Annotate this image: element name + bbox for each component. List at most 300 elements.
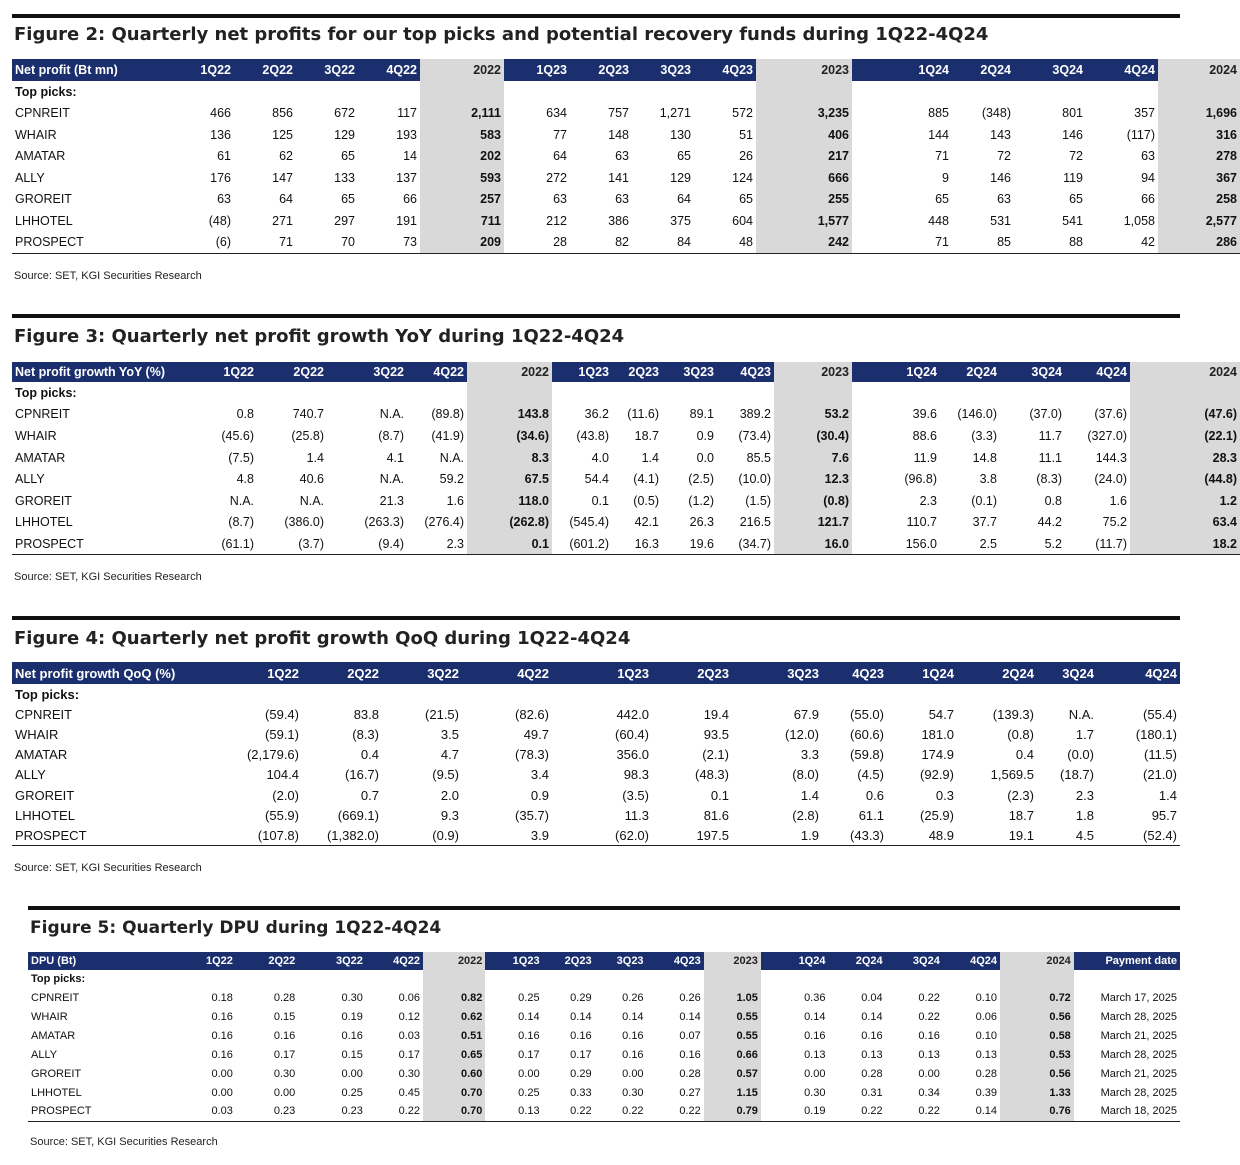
empty-cell: [887, 684, 957, 704]
column-header: 1Q23: [536, 63, 567, 77]
column-header: 2024: [1130, 362, 1240, 382]
value-cell: (1,382.0): [302, 825, 382, 845]
value-cell: 286: [1158, 232, 1240, 254]
value-cell: 14.8: [972, 450, 997, 465]
value-cell: 75.2: [1102, 515, 1127, 530]
value-cell: 0.17: [398, 1049, 421, 1061]
value-cell: 212: [546, 213, 567, 228]
value-cell: 0.13: [485, 1102, 542, 1121]
payment-date-cell: March 28, 2025: [1100, 1011, 1177, 1024]
payment-date-cell: March 18, 2025: [1074, 1102, 1180, 1121]
value-cell: 0.16: [211, 1030, 233, 1043]
column-header: 3Q23: [616, 955, 644, 967]
value-cell: 0.12: [398, 1011, 421, 1024]
value-cell: 42: [1086, 232, 1158, 254]
value-cell: 14: [403, 149, 417, 164]
ticker-cell: CPNREIT: [31, 992, 80, 1005]
value-cell: 1.4: [306, 450, 324, 465]
column-header: 1Q23: [512, 955, 540, 967]
value-cell: 0.00: [211, 1086, 233, 1099]
column-header: 2Q23: [564, 955, 592, 967]
value-cell: 357: [1134, 106, 1155, 121]
empty-cell: [302, 684, 382, 704]
value-cell: 143: [990, 127, 1011, 142]
value-cell: (11.7): [1065, 533, 1130, 555]
empty-cell: [420, 81, 504, 103]
value-cell: 0.17: [570, 1049, 592, 1061]
value-cell: (386.0): [284, 515, 324, 530]
value-cell: 72: [997, 149, 1011, 164]
value-cell: (8.3): [352, 726, 379, 742]
value-cell: 28.3: [1130, 447, 1240, 469]
value-cell: 193: [396, 127, 417, 142]
value-cell: 0.16: [861, 1030, 883, 1043]
value-cell: (0.1): [971, 493, 997, 508]
value-cell: 66: [403, 192, 417, 207]
value-cell: (60.4): [615, 726, 649, 742]
column-header: 3Q23: [683, 365, 714, 379]
value-cell: 0.10: [975, 992, 997, 1005]
value-cell: 0.30: [804, 1086, 826, 1099]
empty-cell: [1130, 382, 1240, 404]
empty-cell: [366, 970, 423, 989]
value-cell: (0.8): [1007, 726, 1034, 742]
empty-cell: [822, 684, 887, 704]
column-header: 4Q23: [673, 955, 701, 967]
value-cell: 1,696: [1158, 103, 1240, 125]
value-cell: (52.4): [1097, 825, 1180, 845]
value-cell: (21.0): [1143, 767, 1177, 783]
header-row: [28, 952, 1180, 970]
empty-cell: [236, 970, 298, 989]
value-cell: 65: [935, 192, 949, 207]
empty-cell: [662, 382, 717, 404]
value-cell: (669.1): [337, 807, 379, 823]
value-cell: 77: [553, 127, 567, 142]
value-cell: 217: [756, 146, 852, 168]
empty-cell: [761, 970, 829, 989]
figure-title: Figure 3: Quarterly net profit growth YoY during 1Q22-4Q24: [14, 326, 625, 347]
value-cell: 1,569.5: [990, 767, 1034, 783]
empty-cell: [543, 970, 595, 989]
column-header: 2023: [704, 952, 761, 970]
ticker-cell: GROREIT: [15, 192, 72, 207]
value-cell: 64: [279, 192, 293, 207]
value-cell: 3.5: [440, 726, 459, 742]
column-header: 2Q23: [697, 665, 729, 681]
empty-cell: [704, 970, 761, 989]
value-cell: 0.14: [518, 1011, 540, 1024]
table-row: [12, 124, 1240, 146]
value-cell: 85.5: [746, 450, 771, 465]
value-cell: 0.56: [1000, 1008, 1074, 1027]
table-row: [12, 232, 1240, 254]
value-cell: 18.7: [634, 428, 659, 443]
value-cell: 0.36: [804, 992, 826, 1005]
value-cell: (22.1): [1130, 425, 1240, 447]
value-cell: 0.22: [647, 1102, 704, 1121]
value-cell: (25.9): [920, 807, 954, 823]
value-cell: (8.7): [228, 515, 254, 530]
empty-cell: [296, 81, 358, 103]
value-cell: 118.0: [467, 490, 552, 512]
figure-title: Figure 5: Quarterly DPU during 1Q22-4Q24: [30, 918, 442, 938]
value-cell: 94: [1141, 170, 1155, 185]
value-cell: (34.6): [467, 425, 552, 447]
value-cell: 176: [210, 170, 231, 185]
value-cell: 0.0: [696, 450, 714, 465]
value-cell: (45.6): [221, 428, 254, 443]
value-cell: 0.28: [975, 1067, 997, 1080]
empty-cell: [652, 684, 732, 704]
table-row: [12, 490, 1240, 512]
value-cell: 0.25: [518, 1086, 540, 1099]
column-header: 2Q22: [347, 665, 379, 681]
ticker-cell: WHAIR: [15, 428, 57, 443]
value-cell: 375: [670, 213, 691, 228]
value-cell: (1.5): [745, 493, 771, 508]
value-cell: (2.0): [272, 787, 299, 803]
value-cell: 89.1: [689, 407, 714, 422]
value-cell: 0.65: [423, 1046, 485, 1065]
value-cell: (263.3): [364, 515, 404, 530]
value-cell: (2.3): [1007, 787, 1034, 803]
value-cell: 0.39: [975, 1086, 997, 1099]
empty-cell: [570, 81, 632, 103]
table-row: [12, 765, 1180, 785]
value-cell: 634: [546, 106, 567, 121]
value-cell: 117: [397, 106, 417, 121]
ticker-cell: ALLY: [31, 1049, 58, 1061]
table-row: [12, 533, 1240, 555]
ticker-cell: LHHOTEL: [15, 807, 75, 823]
empty-cell: [1000, 382, 1065, 404]
value-cell: 63: [553, 192, 567, 207]
value-cell: (8.7): [378, 428, 404, 443]
value-cell: 65: [739, 192, 753, 207]
value-cell: 0.14: [679, 1011, 701, 1024]
figure-2: [12, 14, 1237, 294]
value-cell: 0.26: [622, 992, 644, 1005]
section-row: [28, 970, 1180, 989]
header-row: [12, 662, 1180, 684]
value-cell: 604: [732, 213, 753, 228]
value-cell: 48: [694, 232, 756, 254]
value-cell: 1.6: [1109, 493, 1127, 508]
value-cell: 19.6: [662, 533, 717, 555]
value-cell: 51: [739, 127, 753, 142]
value-cell: 83.8: [353, 706, 379, 722]
value-cell: 54.4: [584, 472, 609, 487]
value-cell: 0.4: [360, 747, 379, 763]
column-header: 3Q22: [427, 665, 459, 681]
value-cell: 711: [420, 210, 504, 232]
column-header: 2024: [1158, 59, 1240, 81]
column-header: Payment date: [1105, 955, 1177, 967]
column-header: 3Q23: [660, 63, 691, 77]
value-cell: 66: [1141, 192, 1155, 207]
value-cell: 0.53: [1000, 1046, 1074, 1065]
value-cell: 11.3: [624, 807, 649, 823]
value-cell: 0.6: [865, 787, 884, 803]
row-header-label: Net profit (Bt mn): [15, 63, 118, 77]
ticker-cell: GROREIT: [15, 493, 72, 508]
value-cell: 42.1: [634, 515, 659, 530]
value-cell: (4.5): [857, 767, 884, 783]
value-cell: (16.7): [345, 767, 379, 783]
value-cell: 666: [756, 167, 852, 189]
value-cell: 0.13: [975, 1049, 997, 1061]
value-cell: 61.1: [858, 807, 884, 823]
value-cell: N.A.: [379, 472, 404, 487]
value-cell: 0.30: [341, 992, 363, 1005]
value-cell: 65: [1069, 192, 1083, 207]
value-cell: 9: [942, 170, 949, 185]
ticker-cell: ALLY: [15, 767, 46, 783]
value-cell: 88.6: [912, 428, 937, 443]
source-note: Source: SET, KGI Securities Research: [30, 1136, 218, 1148]
value-cell: 216.5: [739, 515, 771, 530]
value-cell: 129: [670, 170, 691, 185]
section-label: Top picks:: [15, 686, 80, 702]
column-header: 4Q22: [386, 63, 417, 77]
empty-cell: [852, 81, 952, 103]
ticker-cell: LHHOTEL: [31, 1086, 82, 1099]
value-cell: (60.6): [850, 726, 884, 742]
value-cell: 3.8: [979, 472, 997, 487]
value-cell: 148: [608, 127, 629, 142]
column-header: 2022: [420, 59, 504, 81]
value-cell: 18.7: [1008, 807, 1034, 823]
value-cell: 0.7: [360, 787, 379, 803]
column-header: 2024: [1000, 952, 1074, 970]
empty-cell: [1097, 684, 1180, 704]
ticker-cell: WHAIR: [15, 127, 57, 142]
value-cell: (0.9): [382, 825, 462, 845]
empty-cell: [423, 970, 485, 989]
value-cell: 209: [420, 232, 504, 254]
value-cell: (48.3): [695, 767, 729, 783]
value-cell: 367: [1158, 167, 1240, 189]
ticker-cell: ALLY: [15, 472, 45, 487]
empty-cell: [257, 382, 327, 404]
figure-title: Figure 4: Quarterly net profit growth QoQ during 1Q22-4Q24: [14, 628, 631, 649]
value-cell: 143.8: [467, 404, 552, 426]
value-cell: 88: [1014, 232, 1086, 254]
column-header: 1Q22: [267, 665, 299, 681]
source-note: Source: SET, KGI Securities Research: [14, 270, 202, 282]
empty-cell: [1065, 382, 1130, 404]
value-cell: 593: [420, 167, 504, 189]
value-cell: 0.29: [570, 1067, 592, 1080]
row-header-label: Net profit growth QoQ (%): [15, 665, 176, 681]
column-header: 2023: [774, 362, 852, 382]
value-cell: 0.16: [273, 1030, 296, 1043]
value-cell: 0.16: [570, 1030, 592, 1043]
column-header: 1Q22: [200, 63, 231, 77]
value-cell: 0.14: [943, 1102, 1000, 1121]
value-cell: 16.3: [612, 533, 662, 555]
value-cell: 18.2: [1130, 533, 1240, 555]
value-cell: 125: [272, 127, 293, 142]
header-row: [12, 59, 1240, 81]
ticker-cell: LHHOTEL: [15, 213, 73, 228]
empty-cell: [886, 970, 943, 989]
value-cell: (2.5): [688, 472, 714, 487]
value-cell: 2,577: [1158, 210, 1240, 232]
payment-date-cell: March 21, 2025: [1100, 1030, 1177, 1043]
value-cell: (43.8): [576, 428, 609, 443]
value-cell: 757: [608, 106, 629, 121]
ticker-cell: LHHOTEL: [15, 515, 73, 530]
value-cell: 65: [341, 149, 355, 164]
value-cell: (4.1): [633, 472, 659, 487]
ticker-cell: ALLY: [15, 170, 45, 185]
value-cell: 1.7: [1075, 726, 1094, 742]
table-row: [28, 1027, 1180, 1046]
empty-cell: [552, 684, 652, 704]
value-cell: 0.17: [273, 1049, 296, 1061]
column-header: 2Q23: [598, 63, 629, 77]
value-cell: 0.34: [918, 1086, 940, 1099]
value-cell: (73.4): [738, 428, 771, 443]
ticker-cell: PROSPECT: [28, 1102, 174, 1121]
ticker-cell: WHAIR: [31, 1011, 68, 1024]
value-cell: (276.4): [424, 515, 464, 530]
column-header: 1Q23: [578, 365, 609, 379]
value-cell: (348): [981, 106, 1011, 121]
column-header: 4Q22: [517, 665, 549, 681]
value-cell: 242: [756, 232, 852, 254]
column-header: 2Q24: [966, 365, 997, 379]
column-header: 2Q24: [1002, 665, 1034, 681]
payment-date-cell: March 28, 2025: [1100, 1086, 1177, 1099]
empty-cell: [957, 684, 1037, 704]
figure-3: [12, 314, 1237, 594]
value-cell: 0.16: [622, 1030, 644, 1043]
value-cell: 0.17: [518, 1049, 540, 1061]
value-cell: 356.0: [616, 747, 649, 763]
column-header: 2Q22: [268, 955, 296, 967]
value-cell: 49.7: [523, 726, 549, 742]
figure-divider: [12, 14, 1180, 18]
value-cell: 4.0: [591, 450, 609, 465]
value-cell: N.A.: [299, 493, 324, 508]
table-row: [12, 512, 1240, 534]
value-cell: 0.3: [935, 787, 954, 803]
value-cell: 1.6: [446, 493, 464, 508]
value-cell: 386: [608, 213, 629, 228]
value-cell: (55.4): [1143, 706, 1177, 722]
value-cell: (59.4): [265, 706, 299, 722]
empty-cell: [358, 81, 420, 103]
figure-title: Figure 2: Quarterly net profits for our top picks and potential recovery funds during 1Q22-4Q24: [14, 24, 989, 45]
value-cell: (34.7): [717, 533, 774, 555]
value-cell: 0.13: [861, 1049, 883, 1061]
net-profit-table: [12, 59, 1240, 254]
value-cell: 202: [420, 146, 504, 168]
value-cell: (9.4): [327, 533, 407, 555]
value-cell: 0.28: [861, 1067, 883, 1080]
table-row: [28, 1008, 1180, 1027]
column-header: 3Q24: [1031, 365, 1062, 379]
value-cell: 0.8: [1044, 493, 1062, 508]
value-cell: 0.16: [211, 1049, 233, 1061]
value-cell: (35.7): [515, 807, 549, 823]
value-cell: 885: [928, 106, 949, 121]
value-cell: 1.8: [1075, 807, 1094, 823]
column-header: 1Q24: [798, 955, 826, 967]
value-cell: (18.7): [1060, 767, 1094, 783]
value-cell: (139.3): [992, 706, 1034, 722]
value-cell: 4.1: [386, 450, 404, 465]
value-cell: 0.25: [518, 992, 540, 1005]
column-header: 1Q24: [918, 63, 949, 77]
value-cell: 0.15: [273, 1011, 296, 1024]
section-label: Top picks:: [15, 385, 77, 400]
value-cell: (8.3): [1036, 472, 1062, 487]
value-cell: 65: [677, 149, 691, 164]
value-cell: 81.6: [703, 807, 729, 823]
column-header: 4Q23: [740, 365, 771, 379]
value-cell: 0.14: [861, 1011, 883, 1024]
ticker-cell: CPNREIT: [15, 407, 70, 422]
empty-cell: [732, 684, 822, 704]
column-header: 1Q23: [617, 665, 649, 681]
value-cell: 0.22: [886, 1102, 943, 1121]
value-cell: 0.9: [696, 428, 714, 443]
value-cell: (96.8): [904, 472, 937, 487]
value-cell: 0.22: [543, 1102, 595, 1121]
empty-cell: [327, 382, 407, 404]
table-row: [12, 745, 1180, 765]
value-cell: 146: [990, 170, 1011, 185]
value-cell: 37.7: [972, 515, 997, 530]
value-cell: 1,271: [659, 106, 691, 121]
value-cell: 2.3: [919, 493, 937, 508]
value-cell: 572: [732, 106, 753, 121]
value-cell: 583: [420, 124, 504, 146]
ticker-cell: AMATAR: [15, 149, 66, 164]
empty-cell: [382, 684, 462, 704]
value-cell: 0.25: [341, 1086, 363, 1099]
value-cell: 146: [1062, 127, 1083, 142]
table-row: [12, 724, 1180, 744]
column-header: 4Q24: [1124, 63, 1155, 77]
value-cell: 119: [1063, 170, 1083, 185]
value-cell: 0.06: [975, 1011, 997, 1024]
source-note: Source: SET, KGI Securities Research: [14, 862, 202, 874]
column-header: 4Q24: [1145, 665, 1177, 681]
empty-cell: [1086, 81, 1158, 103]
value-cell: 64: [553, 149, 567, 164]
value-cell: 59.2: [439, 472, 464, 487]
value-cell: 448: [928, 213, 949, 228]
column-header: 4Q22: [433, 365, 464, 379]
value-cell: 3.3: [800, 747, 819, 763]
table-row: [12, 447, 1240, 469]
value-cell: 64: [677, 192, 691, 207]
table-row: [28, 1046, 1180, 1065]
column-header: 2022: [423, 952, 485, 970]
value-cell: 406: [756, 124, 852, 146]
empty-cell: [647, 970, 704, 989]
source-note: Source: SET, KGI Securities Research: [14, 571, 202, 583]
value-cell: 104.4: [266, 767, 299, 783]
empty-cell: [504, 81, 570, 103]
value-cell: 0.00: [341, 1067, 363, 1080]
table-row: [12, 825, 1180, 845]
